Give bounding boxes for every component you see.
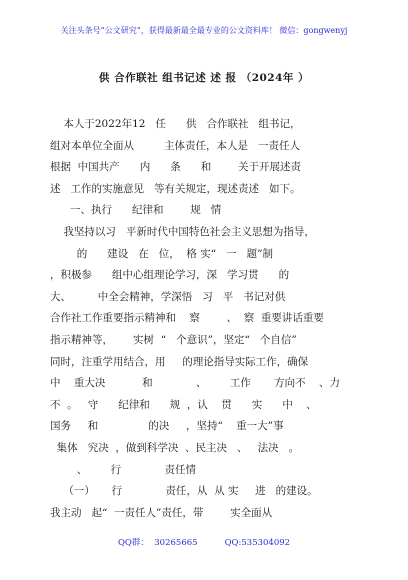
header-banner: 关注头条号“公文研究”，获得最新最全最专业的公文资料库！ 微信：gongwenyj (60, 26, 348, 35)
body-line: 国务 和 的决 ，坚持“ 重一大”事 (50, 420, 284, 433)
footer-contact (0, 536, 408, 548)
body-line: 中 重大决 和 、 工作 方向不 、力 (50, 377, 341, 390)
qq-number: QQ:535304092 (224, 538, 291, 548)
body-line: 根据 中国共产 内 条 和 关于开展述责 (50, 161, 301, 174)
body-line: 我坚持以习 平新时代中国特色社会主义思想为指导， (50, 225, 315, 238)
subsection-heading: （一） 行 责任，从 从 实 进 的建设。 (50, 485, 318, 498)
body-line: ，积极参 组中心组理论学习，深 学习贯 的 (50, 269, 290, 282)
body-line: 指示精神等， 实树 “ 个意识”，坚定“ 个自信” (50, 333, 297, 346)
section-heading: 、 行 责任情 (50, 463, 196, 476)
body-line: 集体 究决 ，做到科学决 、民主决 、 法决 。 (50, 441, 300, 454)
body-line: 述 工作的实施意见 等有关规定，现述责述 如下。 (50, 182, 301, 195)
document-body (50, 114, 370, 524)
body-line: 我主动 起“ 一责任人”责任，带 实全面从 (50, 506, 273, 519)
body-line: 的 建设 在 位， 格 实“ 一 题”制 (50, 247, 274, 260)
body-line: 同时，注重学用结合，用 的理论指导实际工作，确保 (50, 355, 309, 368)
body-line: 合作社工作重要指示精神和 察 、 察 重要讲话重要 (50, 312, 324, 325)
body-line: 不 。 守 纪律和 规 ，认 贯 实 中 、 (50, 398, 317, 411)
document-title: 供 合作联社 组书记述 述 报 （2024年 ） (98, 72, 310, 84)
body-line: 组对本单位全面从 主体责任，本人是 一责任人 (50, 139, 301, 152)
body-line: 大、 中全会精神，学深悟 习 平 书记对供 (50, 290, 286, 303)
qq-group-number: QQ群： 30265665 (117, 538, 198, 548)
body-line: 本人于2022年12 任 供 合作联社 组书记， (50, 118, 301, 130)
section-heading: 一、执行 纪律和 规 情 (50, 204, 222, 217)
